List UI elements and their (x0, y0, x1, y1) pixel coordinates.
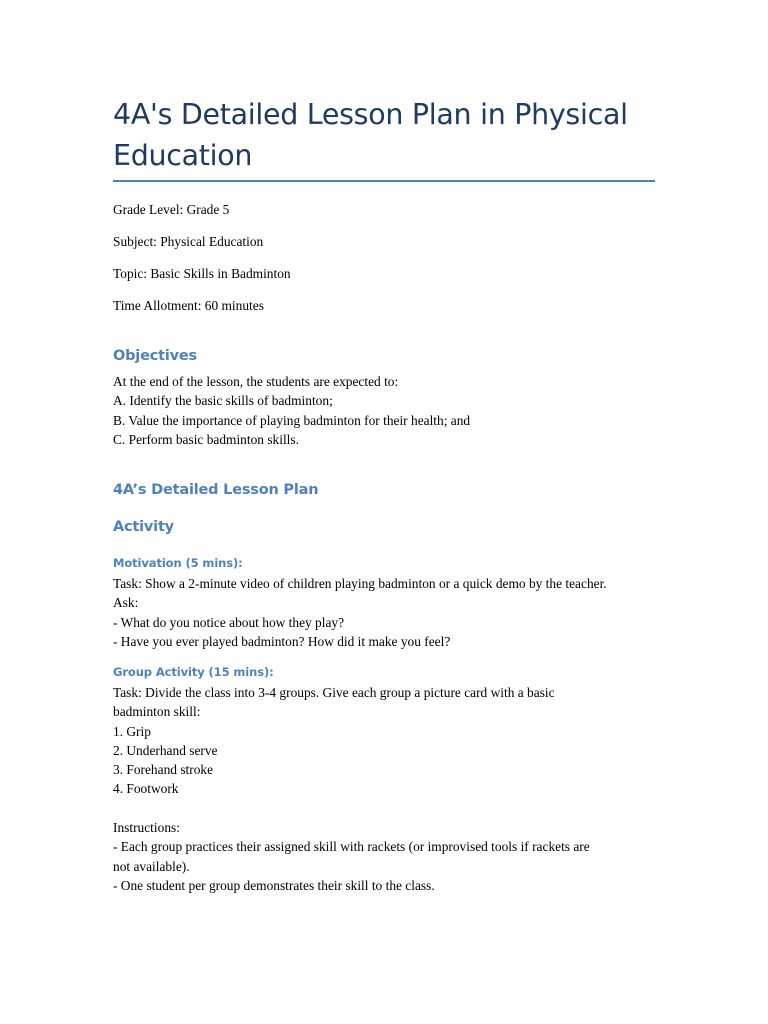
objective-item: B. Value the importance of playing badminton for their health; and (113, 412, 471, 428)
meta-time-allotment: Time Allotment: 60 minutes (113, 298, 264, 313)
motivation-heading: Motivation (5 mins): (113, 556, 243, 570)
group-task-line: Task: Divide the class into 3-4 groups. Give each group a picture card with a basic (113, 685, 555, 700)
group-task-line: badminton skill: (113, 704, 201, 720)
skill-item: 2. Underhand serve (113, 742, 218, 758)
objectives-heading: Objectives (113, 348, 197, 364)
skill-item: 4. Footwork (113, 781, 179, 797)
objective-item: C. Perform basic badminton skills. (113, 431, 299, 447)
motivation-line: - Have you ever played badminton? How did it make you feel? (113, 633, 451, 649)
motivation-line: Ask: (113, 595, 139, 611)
blank-line (113, 799, 658, 818)
group-activity-body (113, 683, 658, 895)
group-activity-heading: Group Activity (15 mins): (113, 665, 274, 679)
meta-topic: Topic: Basic Skills in Badminton (113, 266, 291, 281)
motivation-body (113, 574, 658, 651)
meta-subject: Subject: Physical Education (113, 234, 264, 249)
title-underline (113, 180, 655, 182)
objectives-intro: At the end of the lesson, the students are expected to: (113, 374, 399, 389)
objective-item: A. Identify the basic skills of badminton; (113, 393, 333, 409)
instructions-label: Instructions: (113, 820, 180, 836)
motivation-line: Task: Show a 2-minute video of children playing badminton or a quick demo by the teacher. (113, 576, 607, 591)
activity-heading: Activity (113, 519, 174, 535)
skill-item: 1. Grip (113, 723, 151, 739)
instruction-line: not available). (113, 858, 190, 874)
objectives-list (113, 372, 658, 449)
motivation-line: - What do you notice about how they play? (113, 614, 345, 630)
lesson-plan-heading: 4A’s Detailed Lesson Plan (113, 482, 319, 498)
skill-item: 3. Forehand stroke (113, 762, 214, 778)
instruction-line: - One student per group demonstrates their skill to the class. (113, 877, 435, 893)
meta-grade-level: Grade Level: Grade 5 (113, 202, 230, 217)
instruction-line: - Each group practices their assigned skill with rackets (or improvised tools if rackets are (113, 839, 590, 855)
document-title: 4A's Detailed Lesson Plan in Physical Education (113, 98, 628, 172)
